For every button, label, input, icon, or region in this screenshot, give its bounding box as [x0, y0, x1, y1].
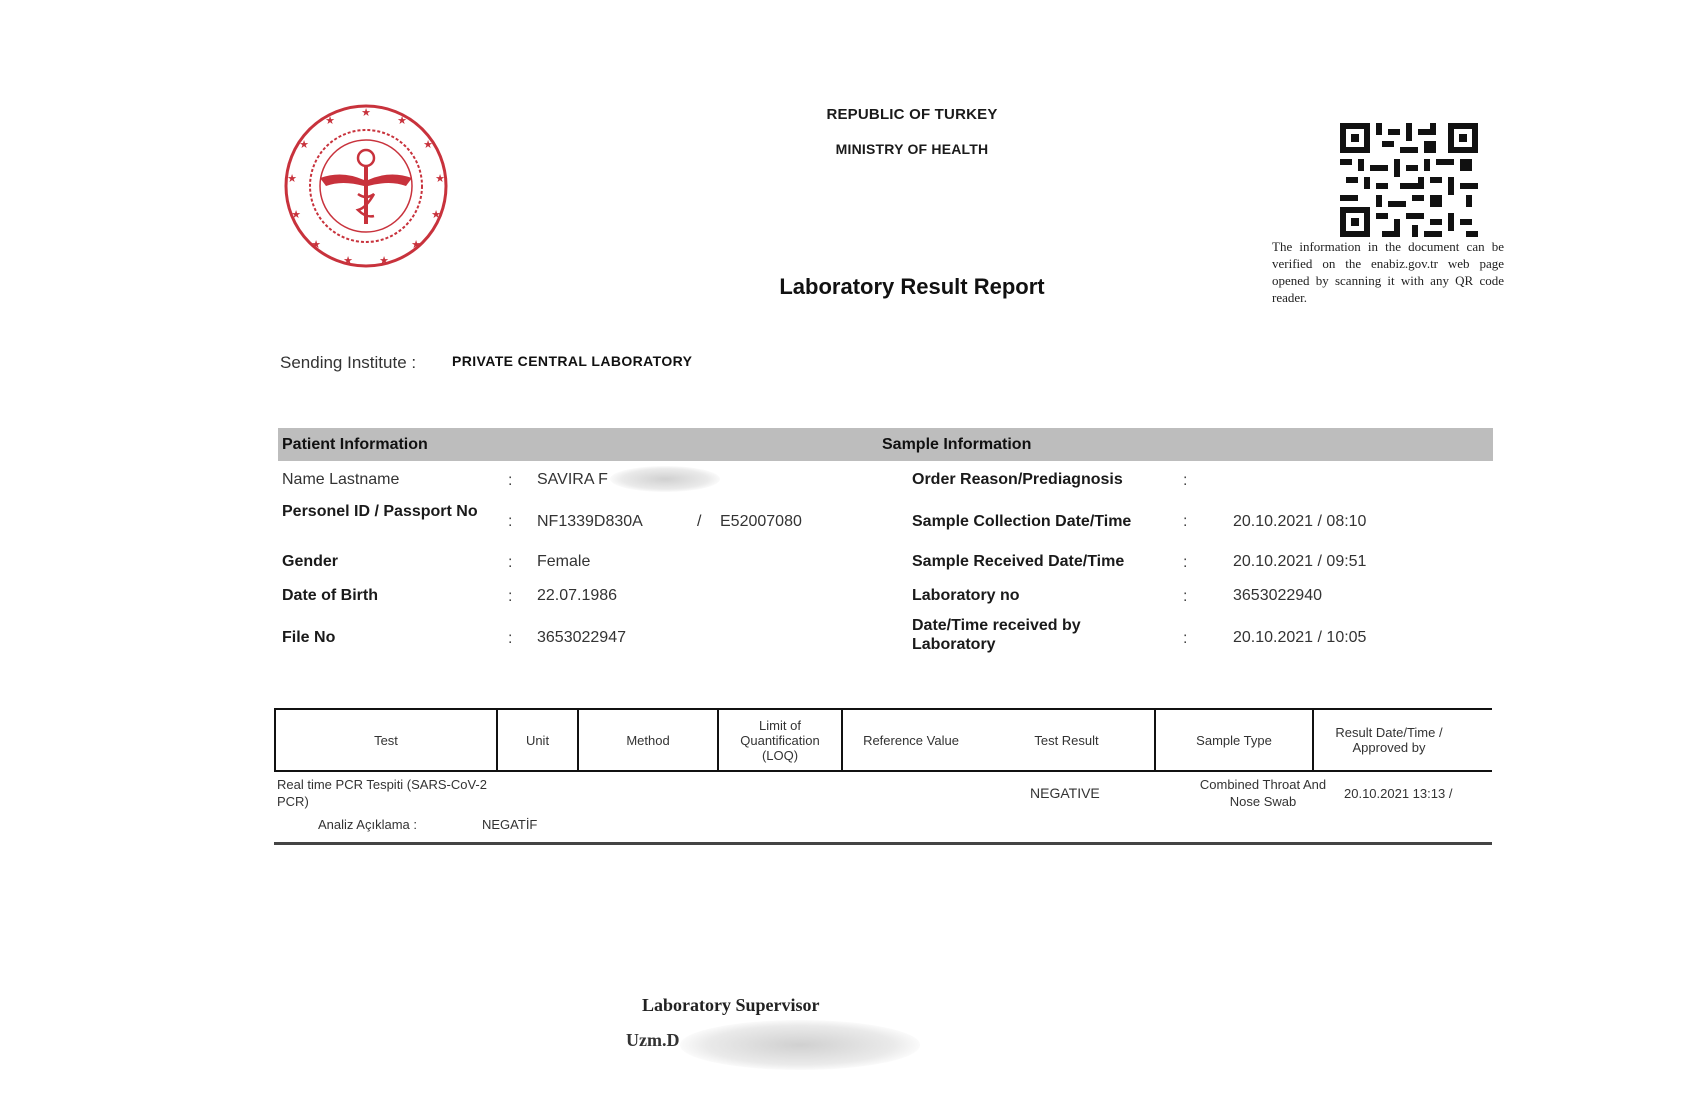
svg-text:★: ★ — [287, 173, 297, 185]
svg-text:★: ★ — [343, 255, 353, 267]
name-redaction-blur — [610, 466, 720, 492]
id-passport-separator: / — [697, 513, 702, 530]
lab-received-value: 20.10.2021 / 10:05 — [1233, 629, 1367, 646]
svg-text:★: ★ — [311, 239, 321, 251]
patient-name-value: SAVIRA F — [537, 471, 608, 488]
svg-text:★: ★ — [423, 139, 433, 151]
file-no-colon: : — [508, 630, 513, 647]
file-no-value: 3653022947 — [537, 629, 626, 646]
date-of-birth-value: 22.07.1986 — [537, 587, 618, 604]
svg-text:★: ★ — [435, 173, 445, 185]
results-table-bottom-rule — [274, 842, 1492, 845]
sample-collection-value: 20.10.2021 / 08:10 — [1233, 513, 1367, 530]
result-sample-type: Combined Throat And Nose Swab — [1199, 777, 1327, 809]
sample-received-label: Sample Received Date/Time — [912, 553, 1125, 570]
th-sample-type: Sample Type — [1156, 710, 1314, 770]
file-no-label: File No — [282, 629, 336, 646]
th-test-result: Test Result — [979, 710, 1156, 770]
th-test: Test — [276, 710, 498, 770]
sample-collection-colon: : — [1183, 513, 1188, 530]
sample-information-heading: Sample Information — [882, 436, 1032, 453]
personel-id-label: Personel ID / Passport No — [282, 503, 478, 520]
date-of-birth-colon: : — [508, 588, 513, 605]
laboratory-no-value: 3653022940 — [1233, 587, 1322, 604]
qr-code[interactable] — [1340, 122, 1478, 238]
personel-id-colon: : — [508, 513, 513, 530]
svg-text:★: ★ — [397, 115, 407, 127]
th-method: Method — [579, 710, 719, 770]
gender-value: Female — [537, 553, 591, 570]
result-test-name: Real time PCR Tespiti (SARS-CoV-2 PCR) — [277, 777, 487, 809]
report-title: Laboratory Result Report — [779, 274, 1045, 299]
date-of-birth-label: Date of Birth — [282, 587, 378, 604]
sample-received-colon: : — [1183, 554, 1188, 571]
svg-text:★: ★ — [431, 209, 441, 221]
ministry-heading: MINISTRY OF HEALTH — [835, 141, 989, 157]
patient-name-label: Name Lastname — [282, 471, 400, 488]
lab-received-label: Date/Time received by Laboratory — [912, 617, 1081, 653]
analysis-description-label: Analiz Açıklama : — [318, 817, 417, 832]
order-reason-label: Order Reason/Prediagnosis — [912, 471, 1123, 488]
gender-colon: : — [508, 554, 513, 571]
laboratory-no-colon: : — [1183, 588, 1188, 605]
svg-text:★: ★ — [291, 209, 301, 221]
th-loq: Limit of Quantification (LOQ) — [719, 710, 843, 770]
result-test-result: NEGATIVE — [1030, 785, 1100, 801]
qr-verification-note: The information in the document can be verified on the enabiz.gov.tr web page opened by scanning it with any QR code reader. — [1272, 239, 1504, 305]
signature-name: Uzm.D — [626, 1030, 680, 1050]
sending-institute-label: Sending Institute : — [280, 353, 417, 372]
th-result-date-approved: Result Date/Time / Approved by — [1335, 725, 1443, 755]
signature-title: Laboratory Supervisor — [642, 995, 820, 1015]
svg-text:★: ★ — [299, 139, 309, 151]
ministry-of-health-seal-logo — [280, 100, 452, 272]
country-heading: REPUBLIC OF TURKEY — [826, 106, 998, 123]
svg-text:★: ★ — [325, 115, 335, 127]
svg-text:★: ★ — [361, 107, 371, 119]
sample-received-value: 20.10.2021 / 09:51 — [1233, 553, 1367, 570]
gender-label: Gender — [282, 553, 339, 570]
th-reference-value: Reference Value — [863, 732, 959, 748]
sending-institute-value: PRIVATE CENTRAL LABORATORY — [452, 353, 693, 369]
th-unit: Unit — [498, 710, 579, 770]
passport-number-value: E52007080 — [720, 513, 802, 530]
analysis-description-value: NEGATİF — [482, 817, 538, 832]
order-reason-colon: : — [1183, 472, 1188, 489]
patient-name-colon: : — [508, 472, 513, 489]
sample-collection-label: Sample Collection Date/Time — [912, 513, 1132, 530]
laboratory-no-label: Laboratory no — [912, 587, 1020, 604]
signature-redaction-blur — [680, 1020, 920, 1070]
lab-received-colon: : — [1183, 630, 1188, 647]
svg-text:★: ★ — [379, 255, 389, 267]
result-date-time: 20.10.2021 13:13 / — [1344, 786, 1453, 801]
patient-information-heading: Patient Information — [282, 436, 428, 453]
personel-id-value: NF1339D830A — [537, 513, 643, 530]
results-table-header — [274, 708, 1492, 772]
svg-text:★: ★ — [411, 239, 421, 251]
